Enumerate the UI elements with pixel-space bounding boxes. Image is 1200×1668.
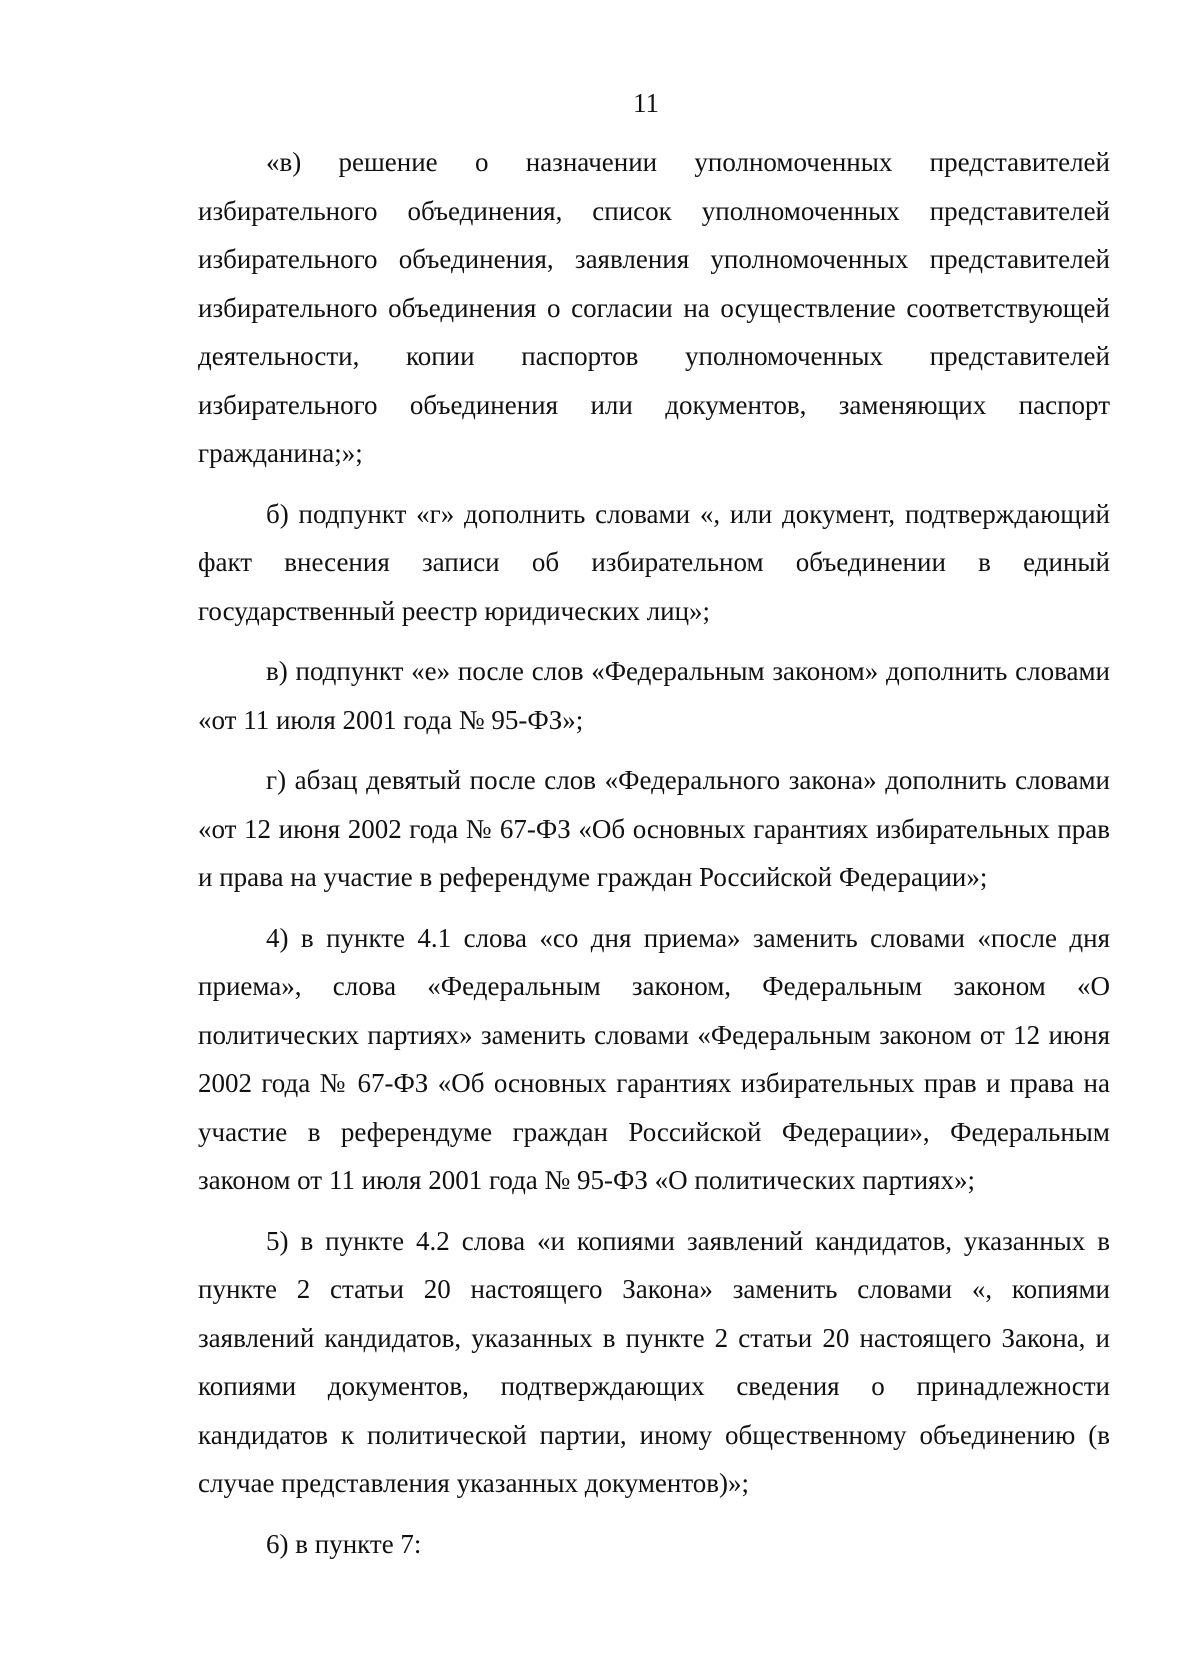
page-number: 11 (633, 88, 659, 118)
paragraph-6-item-7: 6) в пункте 7: (266, 1528, 422, 1559)
document-body (198, 138, 1110, 1568)
paragraph-v-subitem-e: в) подпункт «е» после слов «Федеральным законом» дополнить словами «от 11 июля 2001 года № 95-ФЗ»; (198, 656, 1110, 735)
paragraph-v-decision-representatives: «в) решение о назначении уполномоченных представителей избирательного объединения, список уполномоченных представителей избирательного объединения, заявления уполномоченных представителей избирательного объединения о согласии на осуществление соответствующей деятельности, копии паспортов уполномоченных представителей избирательного объединения или документов, заменяющих паспорт гражданина;»; (198, 147, 1110, 468)
paragraph-4-item-4-1: 4) в пункте 4.1 слова «со дня приема» заменить словами «после дня приема», слова «Федеральным законом, Федеральным законом «О политических партиях» заменить словами «Федеральным законом от 12 июня 2002 года № 67-ФЗ «Об основных гарантиях избирательных прав и права на участие в референдуме граждан Российской Федерации», Федеральным законом от 11 июля 2001 года № 95-ФЗ «О политических партиях»; (198, 922, 1110, 1195)
paragraph-5-item-4-2: 5) в пункте 4.2 слова «и копиями заявлений кандидатов, указанных в пункте 2 статьи 20 настоящего Закона» заменить словами «, копиями заявлений кандидатов, указанных в пункте 2 статьи 20 настоящего Закона, и копиями документов, подтверждающих сведения о принадлежности кандидатов к политической партии, иному общественному объединению (в случае представления указанных документов)»; (198, 1225, 1110, 1498)
paragraph-g-ninth-abzac: г) абзац девятый после слов «Федерального закона» дополнить словами «от 12 июня 2002 года № 67-ФЗ «Об основных гарантиях избирательных прав и права на участие в референдуме граждан Российской Федерации»; (198, 765, 1110, 892)
paragraph-b-subitem-g: б) подпункт «г» дополнить словами «, или документ, подтверждающий факт внесения записи об избирательном объединении в единый государственный реестр юридических лиц»; (198, 498, 1110, 626)
